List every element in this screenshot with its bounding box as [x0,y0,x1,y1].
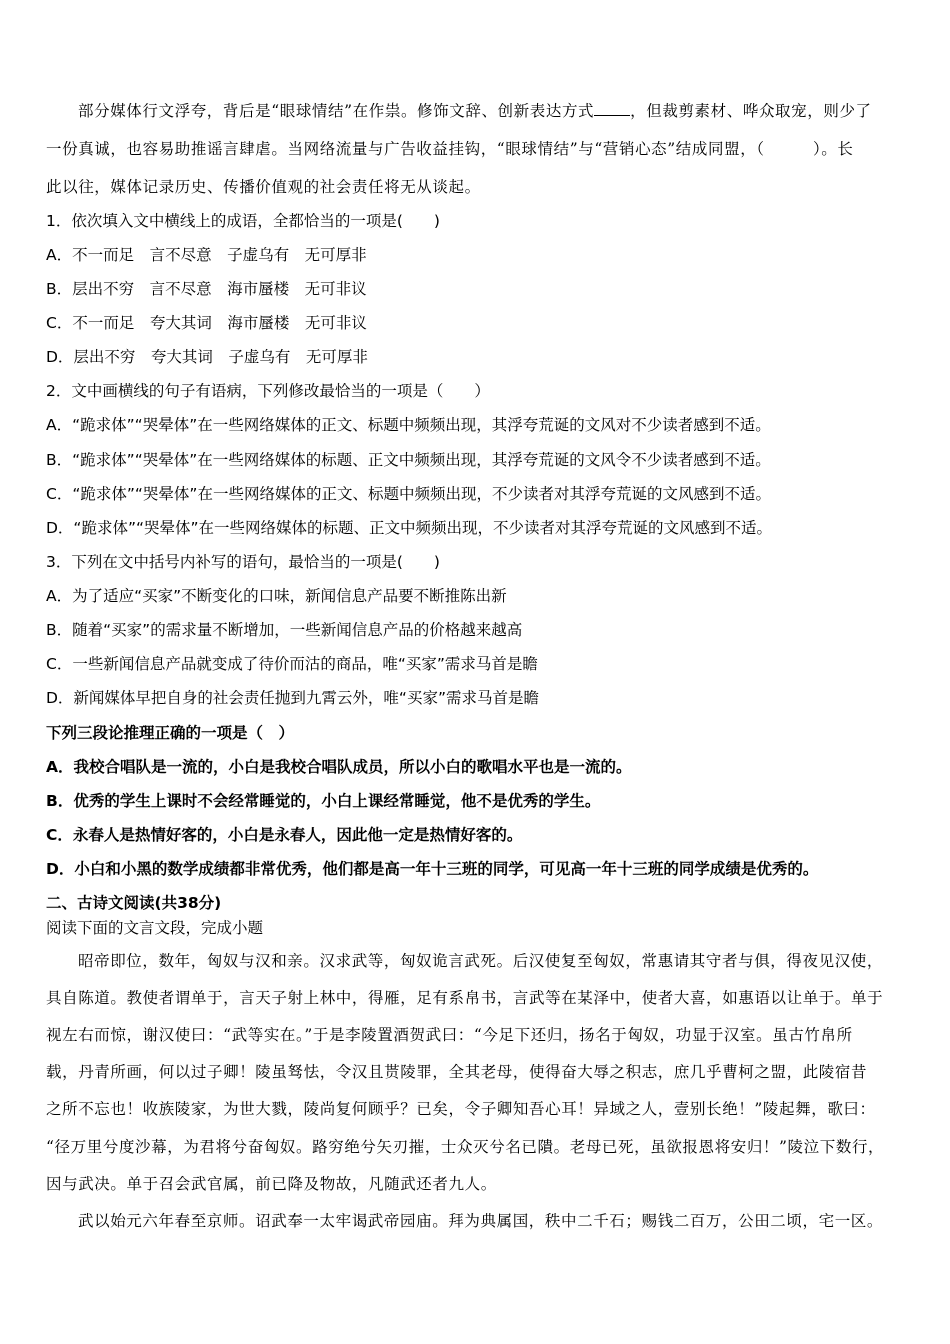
q2-option-b: B．“跪求体”“哭晕体”在一些网络媒体的标题、正文中频频出现，其浮夸荒诞的文风令不少读者感到不适。 [46,451,771,469]
q4-option-a: A．我校合唱队是一流的，小白是我校合唱队成员，所以小白的歌唱水平也是一流的。 [46,758,632,776]
q3-option-c: C．一些新闻信息产品就变成了待价而沽的商品，唯“买家”需求马首是瞻 [46,655,538,673]
q4-option-d: D．小白和小黑的数学成绩都非常优秀，他们都是高一年十三班的同学，可见高一年十三班的同学成绩是优秀的。 [46,860,819,878]
passage-line-1a: 部分媒体行文浮夸，背后是“眼球情结”在作祟。修饰文辞、创新表达方式 [78,102,595,120]
q2-option-a: A．“跪求体”“哭晕体”在一些网络媒体的正文、标题中频频出现，其浮夸荒诞的文风对不少读者感到不适。 [46,416,771,434]
q1-option-a: A．不一而足 言不尽意 子虚乌有 无可厚非 [46,246,367,264]
passage-line-2: 一份真诚，也容易助推谣言肆虐。当网络流量与广告收益挂钩，“眼球情结”与“营销心态”结成同盟，（ ）。长 [46,140,854,158]
q3-option-d: D．新闻媒体早把自身的社会责任抛到九霄云外，唯“买家”需求马首是瞻 [46,689,539,707]
q3-option-a: A．为了适应“买家”不断变化的口味，新闻信息产品要不断推陈出新 [46,587,507,605]
classical-line-8: 武以始元六年春至京师。诏武奉一太牢谒武帝园庙。拜为典属国，秩中二千石；赐钱二百万，公田二顷，宅一区。 [78,1212,884,1230]
fill-blank [594,101,630,116]
passage-line-1 [78,101,872,121]
classical-line-6: “径万里兮度沙幕，为君将兮奋匈奴。路穷绝兮矢刃摧，士众灭兮名已隤。老母已死，虽欲报恩将安归！”陵泣下数行， [46,1138,885,1156]
classical-line-7: 因与武决。单于召会武官属，前已降及物故，凡随武还者九人。 [46,1175,497,1193]
passage-line-1b: ，但裁剪素材、哗众取宠，则少了 [630,102,872,120]
q4-option-c: C．永春人是热情好客的，小白是永春人，因此他一定是热情好客的。 [46,826,523,844]
q1-option-d: D．层出不穷 夸大其词 子虚乌有 无可厚非 [46,348,368,366]
classical-line-1: 昭帝即位，数年，匈奴与汉和亲。汉求武等，匈奴诡言武死。后汉使复至匈奴，常惠请其守者与俱，得夜见汉使， [78,952,884,970]
classical-line-5: 之所不忘也！收族陵家，为世大戮，陵尚复何顾乎？已矣，令子卿知吾心耳！异域之人，壹别长绝！”陵起舞，歌曰： [46,1100,876,1118]
q2-option-d: D．“跪求体”“哭晕体”在一些网络媒体的标题、正文中频频出现，不少读者对其浮夸荒诞的文风感到不适。 [46,519,773,537]
passage-line-3: 此以往，媒体记录历史、传播价值观的社会责任将无从谈起。 [46,178,481,196]
section-instruction: 阅读下面的文言文段，完成小题 [46,919,264,937]
q3-stem: 3．下列在文中括号内补写的语句，最恰当的一项是( ) [46,553,440,571]
classical-line-3: 视左右而惊，谢汉使曰：“武等实在。”于是李陵置酒贺武曰：“今足下还归，扬名于匈奴，功显于汉室。虽古竹帛所 [46,1026,853,1044]
q2-option-c: C．“跪求体”“哭晕体”在一些网络媒体的正文、标题中频频出现，不少读者对其浮夸荒诞的文风感到不适。 [46,485,771,503]
q3-option-b: B．随着“买家”的需求量不断增加，一些新闻信息产品的价格越来越高 [46,621,523,639]
q1-option-c: C．不一而足 夸大其词 海市蜃楼 无可非议 [46,314,367,332]
section-heading: 二、古诗文阅读(共38分) [46,894,222,912]
q1-option-b: B．层出不穷 言不尽意 海市蜃楼 无可非议 [46,280,367,298]
classical-line-2: 具自陈道。教使者谓单于，言天子射上林中，得雁，足有系帛书，言武等在某泽中，使者大喜，如惠语以让单于。单于 [46,989,884,1007]
q2-stem: 2．文中画横线的句子有语病，下列修改最恰当的一项是（ ） [46,382,490,400]
q4-option-b: B．优秀的学生上课时不会经常睡觉的，小白上课经常睡觉，他不是优秀的学生。 [46,792,601,810]
q1-stem: 1．依次填入文中横线上的成语，全都恰当的一项是( ) [46,212,440,230]
q4-stem: 下列三段论推理正确的一项是（ ） [46,724,295,742]
classical-line-4: 载，丹青所画，何以过子卿！陵虽驽怯，令汉且贳陵罪，全其老母，使得奋大辱之积志，庶几乎曹柯之盟，此陵宿昔 [46,1063,868,1081]
